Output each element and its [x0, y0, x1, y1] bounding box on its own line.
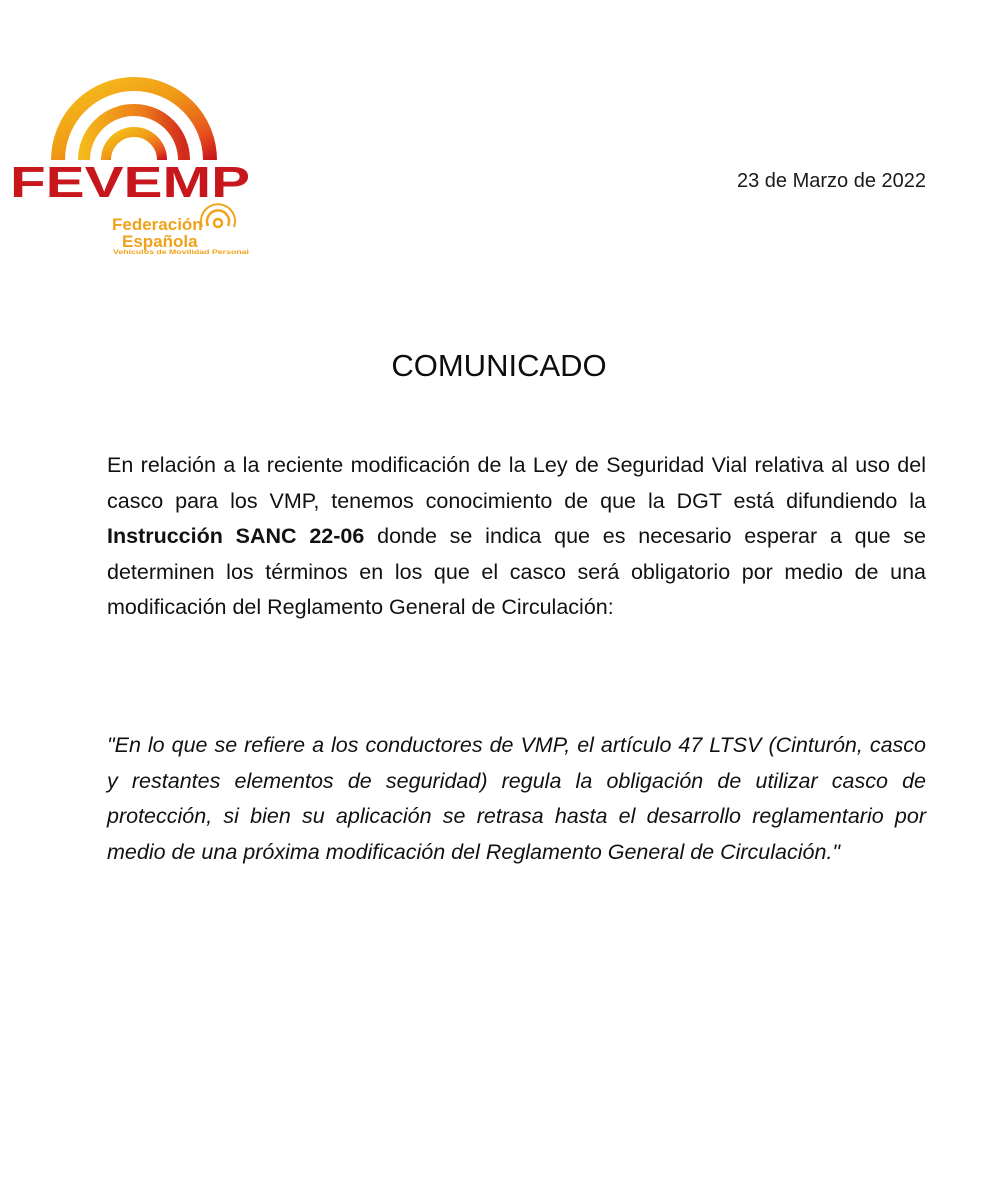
body-text-end: donde se indica que es necesario esperar a que se determinen los términos en los que el casco será obligatorio por medio de una modificación del Reglamento General de Circulación: [107, 524, 927, 619]
body-text-start: En relación a la reciente modificación de la Ley de Seguridad Vial relativa al uso del casco para los VMP, tenemos conocimiento de que la DGT está difundiendo la [107, 453, 926, 513]
logo-line-2: Española [122, 232, 198, 251]
signal-arcs [58, 84, 210, 160]
logo-small-signal-icon [201, 204, 235, 227]
body-paragraph [107, 448, 926, 626]
logo-line-1: Federación [112, 215, 203, 234]
fevemp-logo [0, 0, 270, 270]
logo-wordmark: FEVEMP [10, 158, 250, 207]
document-date: 23 de Marzo de 2022 [736, 170, 926, 192]
logo-tagline: Vehículos de Movilidad Personal [113, 249, 250, 256]
quoted-instruction: "En lo que se refiere a los conductores de VMP, el artículo 47 LTSV (Cinturón, casco y restantes elementos de seguridad) regula la obligación de utilizar casco de protección, si bien su aplicación se retrasa hasta el desarrollo reglamentario por medio de una próxima modificación del Reglamento General de Circulación." [107, 733, 926, 864]
document-title: COMUNICADO [391, 348, 607, 383]
instruction-reference: Instrucción SANC 22-06 [107, 524, 365, 548]
